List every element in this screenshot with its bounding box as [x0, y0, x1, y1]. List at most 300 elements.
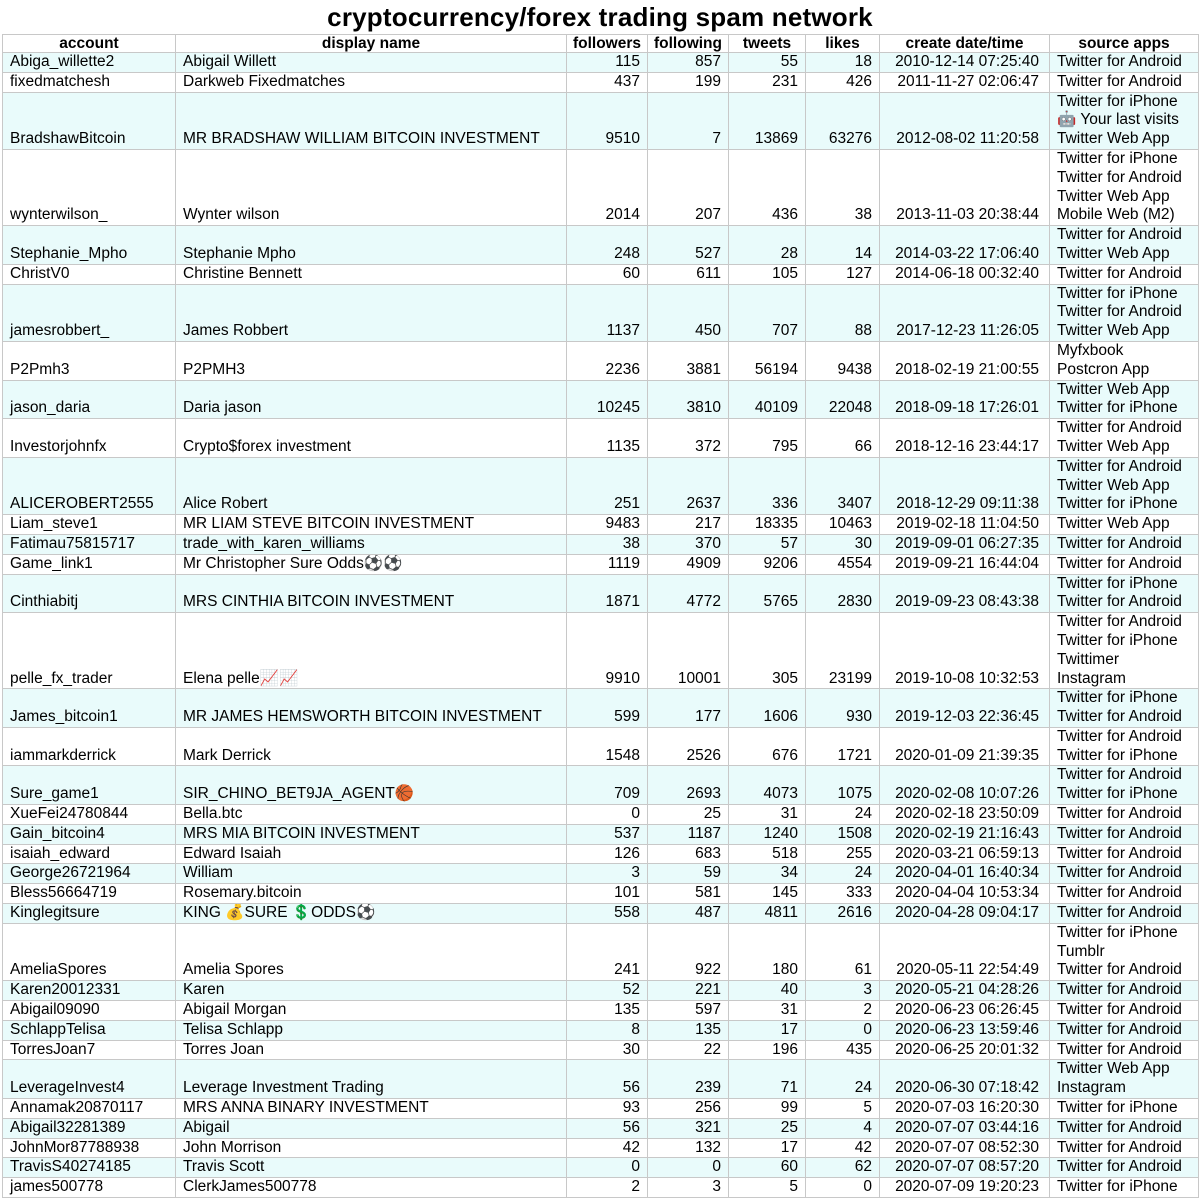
tweets-cell: 34 — [729, 864, 806, 884]
source-app-item: Twitter for Android — [1057, 1001, 1182, 1019]
account-cell: isaiah_edward — [3, 844, 176, 864]
create-date-cell: 2018-12-29 09:11:38 — [880, 457, 1050, 514]
source-apps-cell — [1050, 981, 1199, 1001]
tweets-cell: 707 — [729, 284, 806, 341]
followers-cell: 1548 — [567, 727, 648, 766]
followers-cell: 115 — [567, 53, 648, 73]
likes-cell: 426 — [806, 72, 880, 92]
source-app-item: Twitter for Android — [1057, 613, 1182, 631]
source-app-item: Twitter for Android — [1057, 981, 1182, 999]
display-name-cell: Stephanie Mpho — [176, 226, 567, 265]
table-body — [3, 53, 1199, 1198]
source-app-item: Twitter for iPhone — [1057, 574, 1178, 592]
account-cell: jason_daria — [3, 380, 176, 419]
tweets-cell: 436 — [729, 149, 806, 225]
following-cell: 3881 — [648, 341, 729, 380]
account-cell: Sure_game1 — [3, 766, 176, 805]
accounts-table — [2, 34, 1199, 1198]
source-app-item: Twitter for Android — [1057, 1158, 1182, 1176]
table-row — [3, 380, 1199, 419]
likes-cell: 3407 — [806, 457, 880, 514]
display-name-cell: Mr Christopher Sure Odds⚽⚽ — [176, 554, 567, 574]
source-apps-cell — [1050, 380, 1199, 419]
followers-cell: 1135 — [567, 419, 648, 458]
source-app-item: Twitter for Android — [1057, 805, 1182, 823]
following-cell: 372 — [648, 419, 729, 458]
followers-cell: 599 — [567, 689, 648, 728]
followers-cell: 135 — [567, 1001, 648, 1021]
source-apps-cell — [1050, 534, 1199, 554]
following-cell: 217 — [648, 515, 729, 535]
create-date-cell: 2020-01-09 21:39:35 — [880, 727, 1050, 766]
display-name-cell: Elena pelle📈📈 — [176, 613, 567, 689]
source-app-item: Twitter for Android — [1057, 264, 1182, 282]
create-date-cell: 2020-02-18 23:50:09 — [880, 805, 1050, 825]
display-name-cell: MRS MIA BITCOIN INVESTMENT — [176, 824, 567, 844]
tweets-cell: 40 — [729, 981, 806, 1001]
source-apps-cell — [1050, 864, 1199, 884]
following-cell: 3 — [648, 1178, 729, 1198]
source-app-item: Twitter for Android — [1057, 961, 1182, 979]
followers-cell: 437 — [567, 72, 648, 92]
following-cell: 25 — [648, 805, 729, 825]
source-apps-cell — [1050, 884, 1199, 904]
followers-cell: 9483 — [567, 515, 648, 535]
account-cell: TorresJoan7 — [3, 1040, 176, 1060]
create-date-cell: 2020-04-01 16:40:34 — [880, 864, 1050, 884]
source-app-item: Twitter for iPhone — [1057, 149, 1178, 167]
followers-cell: 251 — [567, 457, 648, 514]
table-header-row — [3, 35, 1199, 53]
source-app-item: Twitter for iPhone — [1057, 746, 1178, 764]
table-row — [3, 419, 1199, 458]
table-row — [3, 92, 1199, 149]
source-app-item: Twitter Web App — [1057, 515, 1170, 533]
table-row — [3, 844, 1199, 864]
account-cell: Cinthiabitj — [3, 574, 176, 613]
display-name-cell: Abigail — [176, 1118, 567, 1138]
source-apps-cell — [1050, 53, 1199, 73]
source-apps-cell — [1050, 264, 1199, 284]
source-app-item: Twitter for iPhone — [1057, 1178, 1178, 1196]
display-name-cell: Amelia Spores — [176, 923, 567, 980]
create-date-cell: 2017-12-23 11:26:05 — [880, 284, 1050, 341]
display-name-cell: Karen — [176, 981, 567, 1001]
following-cell: 221 — [648, 981, 729, 1001]
table-row — [3, 226, 1199, 265]
following-cell: 207 — [648, 149, 729, 225]
source-app-item: Twitter for Android — [1057, 864, 1182, 882]
likes-cell: 4554 — [806, 554, 880, 574]
following-cell: 7 — [648, 92, 729, 149]
account-cell: Game_link1 — [3, 554, 176, 574]
following-cell: 450 — [648, 284, 729, 341]
likes-cell: 5 — [806, 1099, 880, 1119]
create-date-cell: 2014-03-22 17:06:40 — [880, 226, 1050, 265]
tweets-cell: 180 — [729, 923, 806, 980]
table-row — [3, 824, 1199, 844]
column-header-followers[interactable]: followers — [567, 35, 648, 53]
followers-cell: 248 — [567, 226, 648, 265]
followers-cell: 52 — [567, 981, 648, 1001]
source-apps-cell — [1050, 1020, 1199, 1040]
display-name-cell: Rosemary.bitcoin — [176, 884, 567, 904]
following-cell: 177 — [648, 689, 729, 728]
tweets-cell: 57 — [729, 534, 806, 554]
source-apps-cell — [1050, 805, 1199, 825]
tweets-cell: 56194 — [729, 341, 806, 380]
table-row — [3, 457, 1199, 514]
account-cell: pelle_fx_trader — [3, 613, 176, 689]
source-app-item: Twitter for Android — [1057, 72, 1182, 90]
account-cell: Gain_bitcoin4 — [3, 824, 176, 844]
following-cell: 199 — [648, 72, 729, 92]
following-cell: 239 — [648, 1060, 729, 1099]
table-row — [3, 1138, 1199, 1158]
table-row — [3, 1040, 1199, 1060]
source-apps-cell — [1050, 457, 1199, 514]
create-date-cell: 2019-12-03 22:36:45 — [880, 689, 1050, 728]
create-date-cell: 2019-09-23 08:43:38 — [880, 574, 1050, 613]
display-name-cell: ClerkJames500778 — [176, 1178, 567, 1198]
tweets-cell: 305 — [729, 613, 806, 689]
column-header-account[interactable]: account — [3, 35, 176, 53]
display-name-cell: Mark Derrick — [176, 727, 567, 766]
source-app-item: Twitter for Android — [1057, 1020, 1182, 1038]
source-apps-cell — [1050, 1158, 1199, 1178]
create-date-cell: 2020-07-07 08:52:30 — [880, 1138, 1050, 1158]
source-app-item: Twittimer — [1057, 650, 1119, 668]
display-name-cell: Edward Isaiah — [176, 844, 567, 864]
likes-cell: 2830 — [806, 574, 880, 613]
table-row — [3, 574, 1199, 613]
create-date-cell: 2020-02-19 21:16:43 — [880, 824, 1050, 844]
account-cell: Bless56664719 — [3, 884, 176, 904]
display-name-cell: P2PMH3 — [176, 341, 567, 380]
likes-cell: 62 — [806, 1158, 880, 1178]
source-app-item: Twitter Web App — [1057, 437, 1170, 455]
display-name-cell: MRS ANNA BINARY INVESTMENT — [176, 1099, 567, 1119]
likes-cell: 66 — [806, 419, 880, 458]
create-date-cell: 2012-08-02 11:20:58 — [880, 92, 1050, 149]
followers-cell: 9510 — [567, 92, 648, 149]
display-name-cell: Daria jason — [176, 380, 567, 419]
source-app-item: Mobile Web (M2) — [1057, 206, 1175, 224]
table-row — [3, 1118, 1199, 1138]
account-cell: jamesrobbert_ — [3, 284, 176, 341]
followers-cell: 1871 — [567, 574, 648, 613]
followers-cell: 2 — [567, 1178, 648, 1198]
display-name-cell: MR JAMES HEMSWORTH BITCOIN INVESTMENT — [176, 689, 567, 728]
source-app-item: Twitter for Android — [1057, 1040, 1182, 1058]
source-apps-cell — [1050, 574, 1199, 613]
table-row — [3, 264, 1199, 284]
source-apps-cell — [1050, 1060, 1199, 1099]
tweets-cell: 9206 — [729, 554, 806, 574]
account-cell: TravisS40274185 — [3, 1158, 176, 1178]
following-cell: 683 — [648, 844, 729, 864]
following-cell: 0 — [648, 1158, 729, 1178]
source-apps-cell — [1050, 1138, 1199, 1158]
account-cell: Annamak20870117 — [3, 1099, 176, 1119]
table-row — [3, 1020, 1199, 1040]
table-row — [3, 727, 1199, 766]
column-header-source-apps[interactable]: source apps — [1050, 35, 1199, 53]
following-cell: 321 — [648, 1118, 729, 1138]
account-cell: Abigail09090 — [3, 1001, 176, 1021]
table-row — [3, 689, 1199, 728]
create-date-cell: 2019-09-21 16:44:04 — [880, 554, 1050, 574]
source-app-item: Twitter for Android — [1057, 766, 1182, 784]
source-app-item: Twitter for Android — [1057, 303, 1182, 321]
source-apps-cell — [1050, 92, 1199, 149]
display-name-cell: Crypto$forex investment — [176, 419, 567, 458]
following-cell: 487 — [648, 904, 729, 924]
followers-cell: 30 — [567, 1040, 648, 1060]
account-cell: AmeliaSpores — [3, 923, 176, 980]
followers-cell: 1119 — [567, 554, 648, 574]
followers-cell: 42 — [567, 1138, 648, 1158]
likes-cell: 0 — [806, 1020, 880, 1040]
table-row — [3, 923, 1199, 980]
source-apps-cell — [1050, 689, 1199, 728]
tweets-cell: 25 — [729, 1118, 806, 1138]
source-app-item: Twitter Web App — [1057, 380, 1170, 398]
likes-cell: 2616 — [806, 904, 880, 924]
create-date-cell: 2013-11-03 20:38:44 — [880, 149, 1050, 225]
following-cell: 22 — [648, 1040, 729, 1060]
table-row — [3, 284, 1199, 341]
tweets-cell: 231 — [729, 72, 806, 92]
following-cell: 370 — [648, 534, 729, 554]
tweets-cell: 336 — [729, 457, 806, 514]
display-name-cell: MR LIAM STEVE BITCOIN INVESTMENT — [176, 515, 567, 535]
tweets-cell: 60 — [729, 1158, 806, 1178]
following-cell: 256 — [648, 1099, 729, 1119]
followers-cell: 709 — [567, 766, 648, 805]
display-name-cell: Darkweb Fixedmatches — [176, 72, 567, 92]
following-cell: 857 — [648, 53, 729, 73]
followers-cell: 126 — [567, 844, 648, 864]
column-header-display-name[interactable]: display name — [176, 35, 567, 53]
source-apps-cell — [1050, 766, 1199, 805]
likes-cell: 10463 — [806, 515, 880, 535]
followers-cell: 3 — [567, 864, 648, 884]
account-cell: XueFei24780844 — [3, 805, 176, 825]
source-app-item: Twitter for Android — [1057, 534, 1182, 552]
account-cell: SchlappTelisa — [3, 1020, 176, 1040]
column-header-create-date[interactable]: create date/time — [880, 35, 1050, 53]
tweets-cell: 145 — [729, 884, 806, 904]
source-app-item: Twitter for iPhone — [1057, 1099, 1178, 1117]
likes-cell: 24 — [806, 805, 880, 825]
tweets-cell: 31 — [729, 805, 806, 825]
likes-cell: 24 — [806, 864, 880, 884]
column-header-likes[interactable]: likes — [806, 35, 880, 53]
followers-cell: 56 — [567, 1118, 648, 1138]
account-cell: james500778 — [3, 1178, 176, 1198]
likes-cell: 127 — [806, 264, 880, 284]
display-name-cell: MRS CINTHIA BITCOIN INVESTMENT — [176, 574, 567, 613]
display-name-cell: Abigail Morgan — [176, 1001, 567, 1021]
followers-cell: 558 — [567, 904, 648, 924]
followers-cell: 1137 — [567, 284, 648, 341]
table-row — [3, 1001, 1199, 1021]
source-apps-cell — [1050, 149, 1199, 225]
create-date-cell: 2019-02-18 11:04:50 — [880, 515, 1050, 535]
account-cell: George26721964 — [3, 864, 176, 884]
display-name-cell: MR BRADSHAW WILLIAM BITCOIN INVESTMENT — [176, 92, 567, 149]
source-apps-cell — [1050, 1118, 1199, 1138]
followers-cell: 0 — [567, 805, 648, 825]
table-row — [3, 515, 1199, 535]
create-date-cell: 2020-05-21 04:28:26 — [880, 981, 1050, 1001]
account-cell: fixedmatchesh — [3, 72, 176, 92]
create-date-cell: 2020-07-07 03:44:16 — [880, 1118, 1050, 1138]
source-app-item: Twitter for Android — [1057, 168, 1182, 186]
source-app-item: Twitter Web App — [1057, 187, 1170, 205]
tweets-cell: 4811 — [729, 904, 806, 924]
table-row — [3, 805, 1199, 825]
source-app-item: Myfxbook — [1057, 341, 1124, 359]
source-app-item: Twitter for iPhone — [1057, 923, 1178, 941]
source-app-item: Twitter for iPhone — [1057, 284, 1178, 302]
account-cell: wynterwilson_ — [3, 149, 176, 225]
source-app-item: Tumblr — [1057, 942, 1105, 960]
tweets-cell: 676 — [729, 727, 806, 766]
following-cell: 611 — [648, 264, 729, 284]
display-name-cell: Telisa Schlapp — [176, 1020, 567, 1040]
followers-cell: 60 — [567, 264, 648, 284]
following-cell: 2693 — [648, 766, 729, 805]
source-app-item: Twitter for iPhone — [1057, 92, 1178, 110]
source-apps-cell — [1050, 613, 1199, 689]
likes-cell: 1721 — [806, 727, 880, 766]
create-date-cell: 2018-09-18 17:26:01 — [880, 380, 1050, 419]
create-date-cell: 2020-06-23 06:26:45 — [880, 1001, 1050, 1021]
source-app-item: Twitter for Android — [1057, 419, 1182, 437]
display-name-cell: trade_with_karen_williams — [176, 534, 567, 554]
table-row — [3, 884, 1199, 904]
tweets-cell: 71 — [729, 1060, 806, 1099]
source-apps-cell — [1050, 1099, 1199, 1119]
create-date-cell: 2020-03-21 06:59:13 — [880, 844, 1050, 864]
display-name-cell: KING 💰SURE 💲ODDS⚽ — [176, 904, 567, 924]
source-apps-cell — [1050, 727, 1199, 766]
source-apps-cell — [1050, 923, 1199, 980]
following-cell: 2637 — [648, 457, 729, 514]
create-date-cell: 2018-02-19 21:00:55 — [880, 341, 1050, 380]
source-apps-cell — [1050, 72, 1199, 92]
tweets-cell: 105 — [729, 264, 806, 284]
source-app-item: Twitter for Android — [1057, 824, 1182, 842]
create-date-cell: 2020-05-11 22:54:49 — [880, 923, 1050, 980]
followers-cell: 8 — [567, 1020, 648, 1040]
following-cell: 3810 — [648, 380, 729, 419]
source-app-item: Twitter for Android — [1057, 457, 1182, 475]
followers-cell: 2236 — [567, 341, 648, 380]
followers-cell: 101 — [567, 884, 648, 904]
following-cell: 132 — [648, 1138, 729, 1158]
likes-cell: 22048 — [806, 380, 880, 419]
source-apps-cell — [1050, 844, 1199, 864]
table-row — [3, 981, 1199, 1001]
source-app-item: 🤖 Your last visits — [1057, 111, 1179, 129]
table-row — [3, 1099, 1199, 1119]
tweets-cell: 1606 — [729, 689, 806, 728]
following-cell: 922 — [648, 923, 729, 980]
source-apps-cell — [1050, 1001, 1199, 1021]
tweets-cell: 5765 — [729, 574, 806, 613]
likes-cell: 3 — [806, 981, 880, 1001]
create-date-cell: 2010-12-14 07:25:40 — [880, 53, 1050, 73]
display-name-cell: Torres Joan — [176, 1040, 567, 1060]
account-cell: Karen20012331 — [3, 981, 176, 1001]
tweets-cell: 31 — [729, 1001, 806, 1021]
tweets-cell: 5 — [729, 1178, 806, 1198]
create-date-cell: 2018-12-16 23:44:17 — [880, 419, 1050, 458]
table-row — [3, 554, 1199, 574]
likes-cell: 9438 — [806, 341, 880, 380]
followers-cell: 9910 — [567, 613, 648, 689]
source-app-item: Twitter for Android — [1057, 884, 1182, 902]
column-header-following[interactable]: following — [648, 35, 729, 53]
source-apps-cell — [1050, 341, 1199, 380]
likes-cell: 333 — [806, 884, 880, 904]
source-app-item: Twitter for iPhone — [1057, 785, 1178, 803]
source-app-item: Twitter Web App — [1057, 476, 1170, 494]
table-row — [3, 1060, 1199, 1099]
source-app-item: Twitter Web App — [1057, 322, 1170, 340]
source-app-item: Twitter Web App — [1057, 1060, 1170, 1078]
create-date-cell: 2020-07-09 19:20:23 — [880, 1178, 1050, 1198]
tweets-cell: 55 — [729, 53, 806, 73]
source-app-item: Twitter for Android — [1057, 53, 1182, 70]
account-cell: Stephanie_Mpho — [3, 226, 176, 265]
followers-cell: 537 — [567, 824, 648, 844]
source-apps-cell — [1050, 554, 1199, 574]
account-cell: Abigail32281389 — [3, 1118, 176, 1138]
display-name-cell: SIR_CHINO_BET9JA_AGENT🏀 — [176, 766, 567, 805]
tweets-cell: 17 — [729, 1020, 806, 1040]
likes-cell: 1075 — [806, 766, 880, 805]
source-app-item: Twitter for Android — [1057, 1138, 1182, 1156]
source-app-item: Instagram — [1057, 669, 1126, 687]
source-app-item: Twitter for iPhone — [1057, 399, 1178, 417]
following-cell: 4909 — [648, 554, 729, 574]
create-date-cell: 2019-09-01 06:27:35 — [880, 534, 1050, 554]
create-date-cell: 2020-04-04 10:53:34 — [880, 884, 1050, 904]
column-header-tweets[interactable]: tweets — [729, 35, 806, 53]
source-apps-cell — [1050, 824, 1199, 844]
source-app-item: Twitter for Android — [1057, 1118, 1182, 1136]
create-date-cell: 2020-06-23 13:59:46 — [880, 1020, 1050, 1040]
likes-cell: 38 — [806, 149, 880, 225]
account-cell: P2Pmh3 — [3, 341, 176, 380]
account-cell: BradshawBitcoin — [3, 92, 176, 149]
tweets-cell: 795 — [729, 419, 806, 458]
account-cell: LeverageInvest4 — [3, 1060, 176, 1099]
page-title: cryptocurrency/forex trading spam network — [327, 2, 873, 32]
table-row — [3, 341, 1199, 380]
account-cell: JohnMor87788938 — [3, 1138, 176, 1158]
account-cell: James_bitcoin1 — [3, 689, 176, 728]
account-cell: Liam_steve1 — [3, 515, 176, 535]
tweets-cell: 28 — [729, 226, 806, 265]
following-cell: 581 — [648, 884, 729, 904]
source-app-item: Twitter Web App — [1057, 130, 1170, 148]
account-cell: ChristV0 — [3, 264, 176, 284]
